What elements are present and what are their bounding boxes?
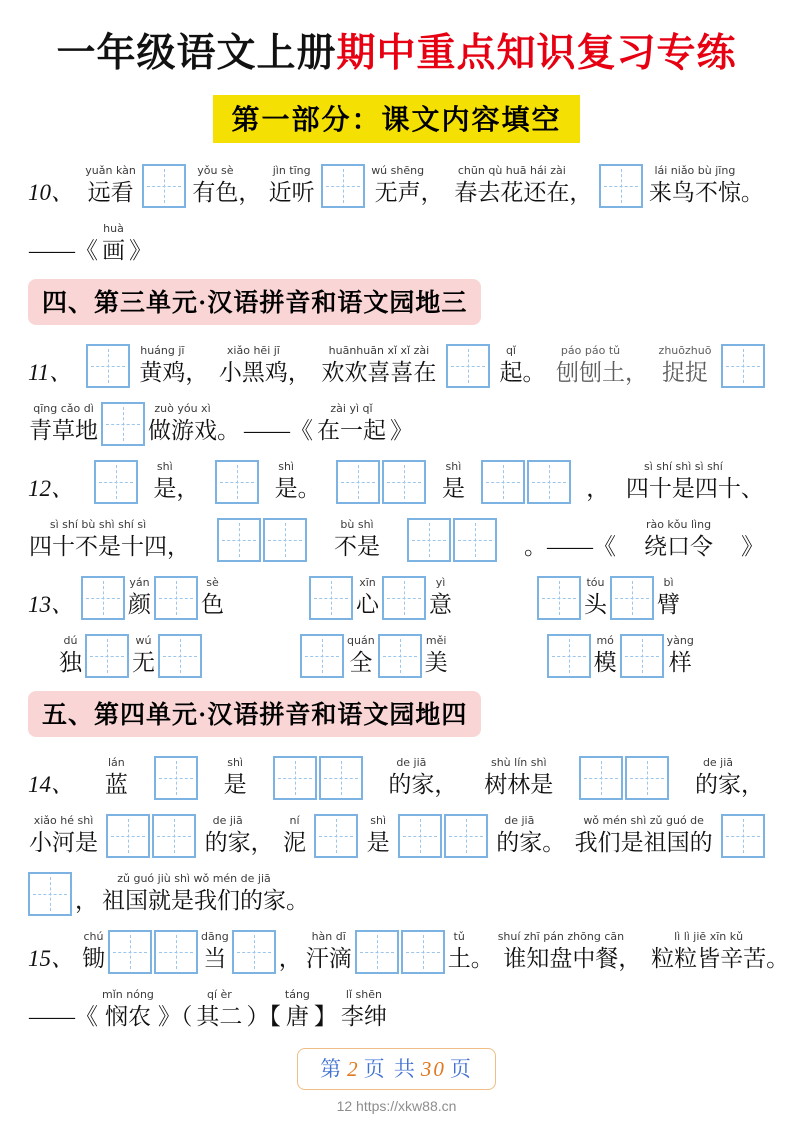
text-with-pinyin xyxy=(102,871,309,916)
text-with-pinyin xyxy=(105,755,128,800)
pinyin-label: quán xyxy=(347,633,375,647)
pinyin-label: de jiā xyxy=(396,755,427,769)
chinese-text: 的家， xyxy=(388,771,458,797)
title-grade-part: 一年级语文上册 xyxy=(56,32,337,75)
page-label-suffix: 页 xyxy=(449,1056,473,1081)
text-with-pinyin xyxy=(314,987,337,1032)
pinyin-label: tǔ xyxy=(453,929,465,943)
text-with-pinyin xyxy=(442,459,465,504)
chinese-text: 心 xyxy=(356,591,379,617)
chinese-text: 》 xyxy=(741,533,764,559)
text-with-pinyin xyxy=(496,813,565,858)
chinese-text: 在一起 xyxy=(317,417,386,443)
item-number: 10、 xyxy=(28,179,74,205)
writing-grid-box xyxy=(217,518,261,562)
pinyin-label: de jiā xyxy=(212,813,243,827)
text-with-pinyin xyxy=(484,755,553,800)
pinyin-label: rào kǒu lìng xyxy=(645,517,712,531)
writing-grid-box xyxy=(625,756,669,800)
pinyin-label: qí èr xyxy=(206,987,232,1001)
text-with-pinyin xyxy=(201,575,224,620)
writing-grid-box xyxy=(537,576,581,620)
part1-header: 第一部分：课文内容填空 xyxy=(213,95,579,143)
writing-grid-box xyxy=(453,518,497,562)
pinyin-label: shù lín shì xyxy=(490,755,547,769)
text-with-pinyin xyxy=(429,575,452,620)
text-with-pinyin xyxy=(85,163,136,208)
writing-grid-box xyxy=(28,872,72,916)
text-with-pinyin xyxy=(388,755,457,800)
text-with-pinyin xyxy=(139,343,208,388)
text-with-pinyin xyxy=(128,575,151,620)
writing-grid-box xyxy=(300,634,344,678)
chinese-text: 青草地 xyxy=(29,417,98,443)
writing-grid-box-group xyxy=(407,518,497,562)
writing-grid-box xyxy=(319,756,363,800)
chinese-text: 绕口令 xyxy=(644,533,713,559)
chinese-text: 色 xyxy=(201,591,224,617)
chinese-text: 锄 xyxy=(82,945,105,971)
chinese-text: 是 xyxy=(223,771,247,797)
pinyin-label: yuǎn kàn xyxy=(85,163,136,177)
text-with-pinyin xyxy=(279,929,302,974)
chinese-text: 起。 xyxy=(499,359,546,385)
writing-grid-box xyxy=(309,576,353,620)
spacer xyxy=(227,619,307,620)
text-with-pinyin xyxy=(75,871,98,916)
text-with-pinyin xyxy=(499,343,545,388)
text-with-pinyin xyxy=(454,163,592,208)
writing-grid-box xyxy=(94,460,138,504)
item-number: 13、 xyxy=(28,591,74,617)
writing-grid-box-group xyxy=(217,518,307,562)
question-14-line-2 xyxy=(28,813,765,858)
text-with-pinyin xyxy=(341,987,387,1032)
pinyin-label: tóu xyxy=(586,575,605,589)
chinese-text: 美 xyxy=(424,649,448,675)
writing-grid-box xyxy=(154,756,198,800)
pinyin-label: qǐ xyxy=(505,343,516,357)
writing-grid-box xyxy=(401,930,445,974)
text-with-pinyin xyxy=(498,929,647,974)
text-with-pinyin xyxy=(334,517,380,562)
question-13-line-1 xyxy=(28,575,765,620)
pinyin-label: dú xyxy=(63,633,78,647)
text-with-pinyin xyxy=(219,343,311,388)
chinese-text: 头 xyxy=(584,591,607,617)
title-topic-part: 期中重点知识复习专练 xyxy=(336,32,737,75)
text-with-pinyin xyxy=(651,929,789,974)
writing-grid-box xyxy=(152,814,196,858)
section-4-header: 四、第三单元·汉语拼音和语文园地三 xyxy=(28,279,481,325)
text-with-pinyin xyxy=(246,987,281,1032)
pinyin-label: bù shì xyxy=(340,517,374,531)
chinese-text: 土。 xyxy=(447,945,494,971)
pinyin-label: lǐ shēn xyxy=(345,987,382,1001)
chinese-text: 意 xyxy=(429,591,452,617)
chinese-text: 全 xyxy=(349,649,373,675)
text-with-pinyin xyxy=(205,813,274,858)
text-with-pinyin xyxy=(224,755,247,800)
pinyin-label: huáng jī xyxy=(140,343,185,357)
writing-grid-box xyxy=(142,164,186,208)
question-12-line-2 xyxy=(28,517,765,562)
pinyin-label: xīn xyxy=(359,575,376,589)
pinyin-label: xiǎo hé shì xyxy=(33,813,94,827)
writing-grid-box xyxy=(232,930,276,974)
chinese-text: 树林是 xyxy=(484,771,554,797)
pinyin-label: jìn tīng xyxy=(272,163,311,177)
text-with-pinyin xyxy=(390,401,413,446)
text-with-pinyin xyxy=(306,929,352,974)
chinese-text: 刨刨土， xyxy=(556,359,649,385)
text-with-pinyin xyxy=(59,633,82,678)
writing-grid-box xyxy=(321,164,365,208)
pinyin-label: yì xyxy=(435,575,446,589)
pinyin-label: zǔ guó jiù shì wǒ mén de jiā xyxy=(117,871,271,885)
pinyin-label: bì xyxy=(663,575,674,589)
chinese-text: 有色， xyxy=(192,179,262,205)
writing-grid-box xyxy=(355,930,399,974)
writing-grid-box-group xyxy=(273,756,363,800)
pinyin-label: qīng cǎo dì xyxy=(33,401,94,415)
chinese-text: ， xyxy=(586,475,610,501)
chinese-text: 臂 xyxy=(657,591,680,617)
chinese-text: 画 xyxy=(102,237,125,263)
pinyin-label: huà xyxy=(103,221,124,235)
writing-grid-box-group xyxy=(355,930,445,974)
chinese-text: 近听 xyxy=(268,179,315,205)
writing-grid-box xyxy=(444,814,488,858)
chinese-text: 祖国就是我们的家。 xyxy=(102,887,309,913)
text-with-pinyin xyxy=(657,575,680,620)
writing-grid-box xyxy=(446,344,490,388)
pinyin-label: huānhuān xǐ xǐ zài xyxy=(328,343,430,357)
text-with-pinyin xyxy=(275,459,321,504)
chinese-text: 无声， xyxy=(374,179,444,205)
worksheet-body xyxy=(28,163,790,1032)
chinese-text: 独 xyxy=(59,649,82,675)
pinyin-label: wú shēng xyxy=(371,163,425,177)
pinyin-label: wú xyxy=(135,633,152,647)
chinese-text: 欢欢喜喜在 xyxy=(321,359,437,385)
writing-grid-box xyxy=(86,344,130,388)
writing-grid-box xyxy=(154,930,198,974)
question-14-line-1 xyxy=(28,755,765,800)
text-with-pinyin xyxy=(321,343,436,388)
item-number: 12、 xyxy=(28,475,74,501)
pinyin-label: chūn qù huā hái zài xyxy=(457,163,566,177)
chinese-text: 小黑鸡， xyxy=(218,359,311,385)
pinyin-label: de jiā xyxy=(702,755,734,769)
writing-grid-box-group xyxy=(579,756,669,800)
question-14-line-3 xyxy=(28,871,765,916)
chinese-text: 我们是祖国的 xyxy=(574,829,713,855)
text-with-pinyin xyxy=(129,221,152,266)
chinese-text: 汗滴 xyxy=(305,945,352,971)
writing-grid-box xyxy=(599,164,643,208)
question-15-line-2 xyxy=(28,987,765,1032)
text-with-pinyin xyxy=(317,401,386,446)
chinese-text: 远看 xyxy=(87,179,134,205)
text-with-pinyin xyxy=(626,459,764,504)
pinyin-label: yǒu sè xyxy=(197,163,234,177)
pinyin-label: lán xyxy=(107,755,125,769)
writing-grid-box xyxy=(158,634,202,678)
text-with-pinyin xyxy=(367,813,390,858)
chinese-text: 不是 xyxy=(334,533,380,559)
writing-grid-box xyxy=(215,460,259,504)
writing-grid-box xyxy=(398,814,442,858)
page-label-prefix: 第 xyxy=(320,1056,344,1081)
chinese-text: 其二 xyxy=(196,1003,243,1029)
pinyin-label: sì shí shì sì shí xyxy=(643,459,723,473)
pinyin-label: shì xyxy=(370,813,387,827)
chinese-text: ）【 xyxy=(246,1003,281,1029)
item-number: 14、 xyxy=(28,771,74,797)
writing-grid-box xyxy=(527,460,571,504)
text-with-pinyin xyxy=(102,987,154,1032)
pinyin-label: páo páo tǔ xyxy=(560,343,621,357)
text-with-pinyin xyxy=(148,401,240,446)
text-with-pinyin xyxy=(158,987,193,1032)
chinese-text: ——《 xyxy=(244,417,313,443)
current-page-number: 2 xyxy=(347,1056,360,1081)
writing-grid-box-group xyxy=(108,930,198,974)
pinyin-label: sì shí bù shì shí sì xyxy=(49,517,147,531)
chinese-text: 的家， xyxy=(695,771,764,797)
section-5-header-row xyxy=(28,691,765,737)
chinese-text: ， xyxy=(75,887,98,913)
item-number: 11、 xyxy=(28,359,73,385)
question-11-line-1 xyxy=(28,343,765,388)
pinyin-label: dāng xyxy=(201,929,229,943)
text-with-pinyin xyxy=(448,929,494,974)
text-with-pinyin xyxy=(347,633,375,678)
pinyin-label: yán xyxy=(129,575,150,589)
chinese-text: 悯农 xyxy=(104,1003,151,1029)
text-with-pinyin xyxy=(371,163,447,208)
writing-grid-box-group xyxy=(336,460,426,504)
total-page-number: 30 xyxy=(420,1056,446,1081)
chinese-text: 谁知盘中餐， xyxy=(503,945,642,971)
text-with-pinyin xyxy=(82,929,105,974)
writing-grid-box xyxy=(407,518,451,562)
writing-grid-box xyxy=(263,518,307,562)
text-with-pinyin xyxy=(659,343,712,388)
pinyin-label: lì lì jiē xīn kǔ xyxy=(674,929,744,943)
pinyin-label: měi xyxy=(425,633,447,647)
chinese-text: 样 xyxy=(668,649,692,675)
text-with-pinyin xyxy=(425,633,448,678)
page-number-box xyxy=(297,1048,496,1090)
text-with-pinyin xyxy=(285,987,310,1032)
text-with-pinyin xyxy=(644,517,713,562)
spacer xyxy=(455,619,535,620)
text-with-pinyin xyxy=(29,987,98,1032)
writing-grid-box xyxy=(721,344,765,388)
chinese-text: 》（ xyxy=(157,1003,193,1029)
writing-grid-box xyxy=(382,576,426,620)
spacer xyxy=(451,677,545,678)
writing-grid-box xyxy=(547,634,591,678)
pinyin-label: shuí zhī pán zhōng cān xyxy=(497,929,625,943)
writing-grid-box xyxy=(101,402,145,446)
item-number: 15、 xyxy=(28,945,74,971)
text-with-pinyin xyxy=(356,575,379,620)
chinese-text: 的家， xyxy=(204,829,274,855)
pinyin-label: hàn dī xyxy=(311,929,346,943)
text-with-pinyin xyxy=(269,163,315,208)
chinese-text: 的家。 xyxy=(496,829,566,855)
text-with-pinyin xyxy=(132,633,155,678)
spacer xyxy=(204,677,298,678)
watermark-url: 12 https://xkw88.cn xyxy=(336,1097,457,1114)
question-15-line-1 xyxy=(28,929,790,974)
writing-grid-box xyxy=(108,930,152,974)
pinyin-label: mǐn nóng xyxy=(102,987,154,1001)
chinese-text: 是， xyxy=(153,475,200,501)
chinese-text: 是 xyxy=(441,475,465,501)
writing-grid-box xyxy=(579,756,623,800)
question-11-line-2 xyxy=(28,401,765,446)
writing-grid-box xyxy=(721,814,765,858)
chinese-text: 四十不是十四， xyxy=(29,533,190,559)
text-with-pinyin xyxy=(283,813,306,858)
text-with-pinyin xyxy=(153,459,199,504)
pinyin-label: zài yì qǐ xyxy=(330,401,373,415)
page-footer xyxy=(28,1048,765,1090)
pinyin-label: mó xyxy=(596,633,614,647)
text-with-pinyin xyxy=(196,987,242,1032)
writing-grid-box-group xyxy=(481,460,571,504)
chinese-text: 黄鸡， xyxy=(139,359,209,385)
pinyin-label: yàng xyxy=(666,633,694,647)
page-title xyxy=(28,32,765,77)
chinese-text: 做游戏。 xyxy=(148,417,240,443)
text-with-pinyin xyxy=(102,221,125,266)
chinese-text: 春去花还在， xyxy=(454,179,593,205)
chinese-text: 来鸟不惊。 xyxy=(648,179,764,205)
writing-grid-box xyxy=(81,576,125,620)
chinese-text: 唐 xyxy=(285,1003,309,1029)
pinyin-label: sè xyxy=(206,575,219,589)
spacer xyxy=(28,677,56,678)
text-with-pinyin xyxy=(524,517,616,562)
text-with-pinyin xyxy=(556,343,648,388)
pinyin-label: chú xyxy=(83,929,104,943)
section-4-header-row xyxy=(28,279,765,325)
chinese-text: ——《 xyxy=(29,1003,98,1029)
text-with-pinyin xyxy=(29,221,98,266)
text-with-pinyin xyxy=(594,633,617,678)
pinyin-label: wǒ mén shì zǔ guó de xyxy=(583,813,704,827)
text-with-pinyin xyxy=(29,517,190,562)
question-12-line-1 xyxy=(28,459,765,504)
chinese-text: 。——《 xyxy=(524,533,616,559)
chinese-text: 捉捉 xyxy=(662,359,708,385)
pinyin-label: lái niǎo bù jīng xyxy=(654,163,736,177)
writing-grid-box xyxy=(620,634,664,678)
writing-grid-box xyxy=(106,814,150,858)
text-with-pinyin xyxy=(667,633,694,678)
chinese-text: 》 xyxy=(390,417,413,443)
text-with-pinyin xyxy=(575,813,713,858)
chinese-text: 泥 xyxy=(282,829,306,855)
writing-grid-box xyxy=(336,460,380,504)
chinese-text: 无 xyxy=(132,649,155,675)
chinese-text: 是 xyxy=(366,829,390,855)
writing-grid-box xyxy=(382,460,426,504)
pinyin-label: xiǎo hēi jī xyxy=(226,343,280,357)
chinese-text: ——《 xyxy=(29,237,98,263)
pinyin-label: táng xyxy=(284,987,310,1001)
page-label-mid: 页 共 xyxy=(363,1056,417,1081)
text-with-pinyin xyxy=(586,459,609,504)
chinese-text: 】 xyxy=(313,1003,337,1029)
chinese-text: 小河是 xyxy=(29,829,98,855)
writing-grid-box-group xyxy=(398,814,488,858)
pinyin-label: de jiā xyxy=(504,813,535,827)
section-5-header: 五、第四单元·汉语拼音和语文园地四 xyxy=(28,691,481,737)
writing-grid-box xyxy=(481,460,525,504)
chinese-text: 是。 xyxy=(274,475,321,501)
question-10-line-1 xyxy=(28,163,765,208)
chinese-text: 模 xyxy=(593,649,617,675)
text-with-pinyin xyxy=(695,755,764,800)
chinese-text: ， xyxy=(278,945,302,971)
writing-grid-box xyxy=(314,814,358,858)
pinyin-label: shì xyxy=(156,459,173,473)
chinese-text: 四十是四十、 xyxy=(625,475,764,501)
text-with-pinyin xyxy=(29,813,98,858)
question-13-line-2 xyxy=(28,633,765,678)
chinese-text: 颜 xyxy=(128,591,151,617)
text-with-pinyin xyxy=(201,929,229,974)
text-with-pinyin xyxy=(584,575,607,620)
text-with-pinyin xyxy=(741,517,764,562)
chinese-text: 粒粒皆辛苦。 xyxy=(651,945,790,971)
writing-grid-box xyxy=(610,576,654,620)
pinyin-label: ní xyxy=(289,813,300,827)
pinyin-label: zhuōzhuō xyxy=(658,343,712,357)
pinyin-label: shì xyxy=(445,459,462,473)
text-with-pinyin xyxy=(649,163,764,208)
pinyin-label: shì xyxy=(227,755,243,769)
writing-grid-box xyxy=(378,634,422,678)
text-with-pinyin xyxy=(192,163,261,208)
writing-grid-box xyxy=(273,756,317,800)
text-with-pinyin xyxy=(244,401,313,446)
chinese-text: 蓝 xyxy=(104,771,128,797)
text-with-pinyin xyxy=(29,401,98,446)
question-10-line-2 xyxy=(28,221,765,266)
pinyin-label: shì xyxy=(278,459,294,473)
writing-grid-box-group xyxy=(106,814,196,858)
chinese-text: 》 xyxy=(129,237,152,263)
chinese-text: 当 xyxy=(203,945,227,971)
writing-grid-box xyxy=(154,576,198,620)
pinyin-label: zuò yóu xì xyxy=(154,401,211,415)
writing-grid-box xyxy=(85,634,129,678)
part1-header-row xyxy=(28,95,765,143)
chinese-text: 李绅 xyxy=(340,1003,387,1029)
